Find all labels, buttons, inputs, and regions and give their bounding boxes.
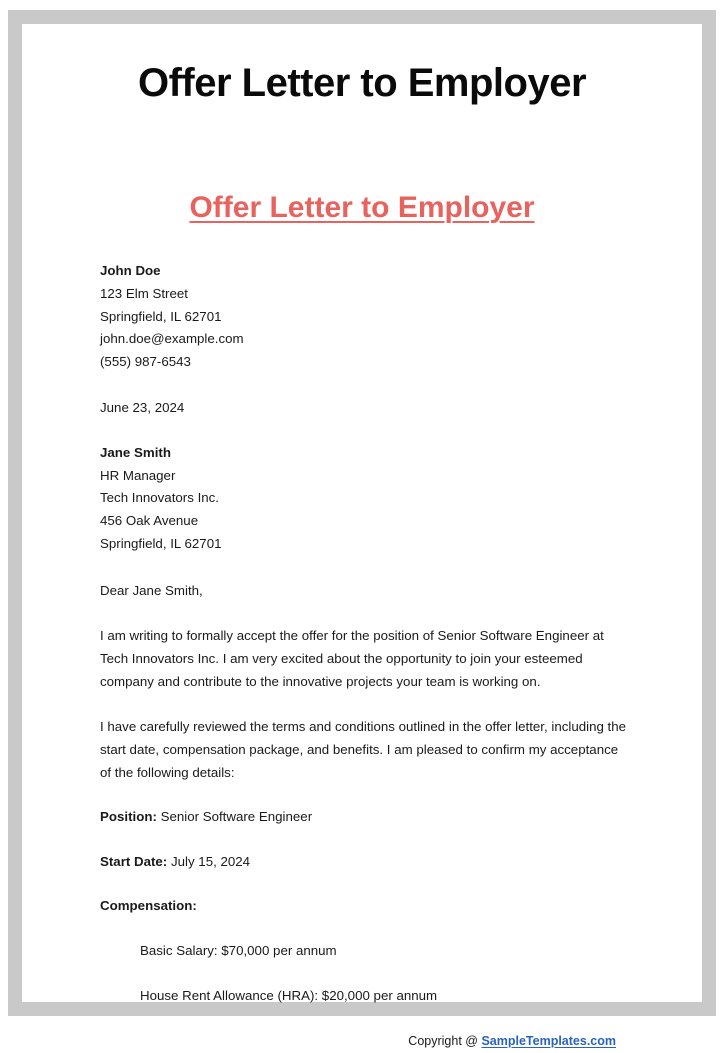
sender-address-block <box>100 260 630 374</box>
page-title: Offer Letter to Employer <box>137 61 587 105</box>
sampletemplates-link[interactable]: SampleTemplates.com <box>481 1033 616 1048</box>
salutation: Dear Jane Smith, <box>100 582 203 598</box>
letter-heading <box>22 106 702 226</box>
recipient-company: Tech Innovators Inc. <box>100 490 219 506</box>
recipient-job-title: HR Manager <box>100 467 176 483</box>
body-paragraph-2: I have carefully reviewed the terms and conditions outlined in the offer letter, including the start date, compensation package, and benefits. I am pleased to confirm my acceptance of the following details: <box>100 718 627 780</box>
detail-compensation-label: Compensation: <box>100 898 197 914</box>
compensation-item-basic-salary: Basic Salary: $70,000 per annum <box>140 943 337 959</box>
detail-start-date <box>100 851 630 874</box>
sender-email: john.doe@example.com <box>100 331 244 347</box>
detail-position-label: Position: <box>100 808 157 824</box>
body-paragraph-1: I am writing to formally accept the offer for the position of Senior Software Engineer at Tech Innovators Inc. I am very excited about the opportunity to join your esteemed company and contribute to the innovative projects your team is working on. <box>100 627 604 689</box>
letter-heading-text: Offer Letter to Employer <box>189 191 535 224</box>
document-sheet <box>22 24 702 1048</box>
sender-name: John Doe <box>100 263 161 278</box>
document-frame <box>8 10 716 1048</box>
sender-street: 123 Elm Street <box>100 285 188 301</box>
recipient-street: 456 Oak Avenue <box>100 513 199 529</box>
detail-position <box>100 806 630 829</box>
recipient-city-state-zip: Springfield, IL 62701 <box>100 535 222 551</box>
recipient-address-block <box>100 442 630 556</box>
compensation-item-hra: House Rent Allowance (HRA): $20,000 per annum <box>140 987 438 1003</box>
letter-date: June 23, 2024 <box>100 399 185 415</box>
detail-start-date-value: July 15, 2024 <box>170 853 251 869</box>
detail-start-date-label: Start Date: <box>100 853 168 869</box>
detail-position-value: Senior Software Engineer <box>160 808 313 824</box>
recipient-name: Jane Smith <box>100 444 171 460</box>
copyright-text: Copyright @ <box>408 1033 478 1048</box>
detail-compensation <box>100 895 630 918</box>
footer-copyright <box>100 1030 630 1053</box>
sender-phone: (555) 987-6543 <box>100 354 191 370</box>
sender-city-state-zip: Springfield, IL 62701 <box>100 308 222 324</box>
letter-body <box>22 260 702 1053</box>
